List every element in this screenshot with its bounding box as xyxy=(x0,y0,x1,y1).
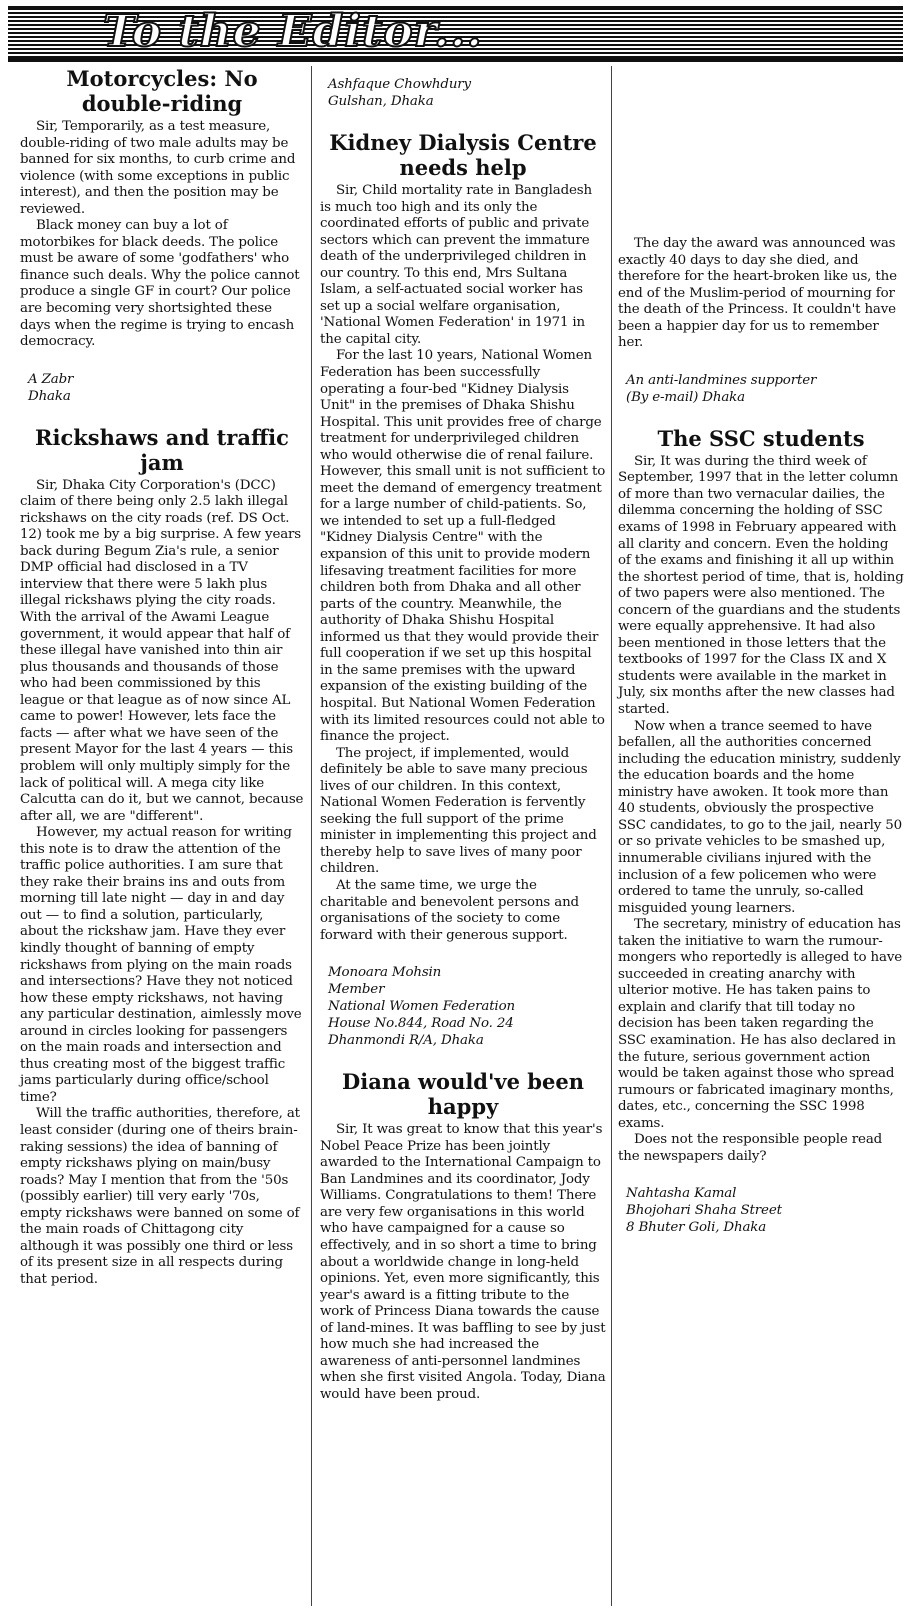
masthead-title: To the Editor... xyxy=(103,6,483,57)
paragraph: At the same time, we urge the charitable and benevolent persons and organisations of the society to come forward with their generous support. xyxy=(320,877,579,943)
paragraph: The project, if implemented, would definitely be able to save many precious lives of our children. In this context, National Women Federation is fervently seeking the full support of the prime minister in implementing this project and thereby help to save lives of many poor children. xyxy=(320,745,597,877)
headline: Kidney Dialysis Centre needs help xyxy=(329,130,597,180)
signature-location: 8 Bhuter Goli, Dhaka xyxy=(626,1220,767,1236)
column-divider xyxy=(311,66,312,1606)
paragraph: Sir, Child mortality rate in Bangladesh is much too high and its only the coordinated efforts of public and private sectors which can prevent the immature death of the underprivileged children in our country. To this end, Mrs Sultana Islam, a self-actuated social worker has set up a social welfare organisation, 'National Women Federation' in 1971 in the capital city. xyxy=(320,183,592,347)
paragraph: Sir, Dhaka City Corporation's (DCC) claim of there being only 2.5 lakh illegal rickshaws on the city roads (ref. DS Oct. 12) took me by a big surprise. A few years back during Begum Zia's rule, a senior DMP official had disclosed in a TV interview that there were 5 lakh plus illegal rickshaws plying the city roads. With the arrival of the Awami League government, it would appear that half of these illegal have vanished into thin air plus thousands and thousands of those who had been commissioned by this league or that league as of now since AL came to power! However, lets face the facts — after what we have seen of the present Mayor for the last 4 years — this problem will only multiply simply for the lack of political will. A mega city like Calcutta can do it, but we cannot, because after all, we are "different". xyxy=(20,477,304,824)
paragraph: The secretary, ministry of education has taken the initiative to warn the rumour-mongers who reportedly is alleged to have succeeded in creating anarchy with ulterior motive. He has taken pains to explain and clarify that till today no decision has been taken regarding the SSC examination. He has also declared in the future, serious government action would be taken against those who spread rumours or fabricated imaginary months, dates, etc., concerning the SSC 1998 exams. xyxy=(618,917,903,1131)
paragraph: Black money can buy a lot of motorbikes for black deeds. The police must be aware of some 'godfathers' who finance such deals. Why the police cannot produce a single GF in court? Our police are becoming very shortsighted these days when the regime is trying to encash democracy. xyxy=(20,218,300,350)
letter-diana xyxy=(320,1069,606,1403)
headline: Motorcycles: No double-riding xyxy=(66,66,258,116)
paragraph: However, my actual reason for writing this note is to draw the attention of the traffic police authorities. I am sure that they rake their brains ins and outs from morning till late night — day in and day out — to find a solution, particularly, about the rickshaw jam. Have they ever kindly thought of banning of empty rickshaws from plying on the main roads and intersections? Have they not noticed how these empty rickshaws, not having any particular destination, aimlessly move around in circles looking for passengers on the main roads and intersection and thus creating most of the biggest traffic jams particularly during office/school time? xyxy=(20,825,302,1105)
column-divider xyxy=(611,66,612,1606)
paragraph: Now when a trance seemed to have befallen, all the authorities concerned including the education ministry, suddenly the education boards and the home ministry have awoken. It took more than 40 students, obviously the prospective SSC candidates, to go to the jail, nearly 50 or so private vehicles to be smashed up, innumerable civilians injured with the inclusion of a few policemen who were ordered to tame the unruly, so-called misguided young learners. xyxy=(618,718,902,916)
masthead-rule xyxy=(8,60,903,62)
paragraph: Sir, It was during the third week of September, 1997 that in the letter column of more than two vernacular dailies, the dilemma concerning the holding of SSC exams of 1998 in February appeared with all clarity and concern. Even the holding of the exams and finishing it all up within the shortest period of time, that is, holding of two papers were also mentioned. The concern of the guardians and the students were equally apprehensive. It had also been mentioned in those letters that the textbooks of 1997 for the Class IX and X students were available in the market in July, six months after the new classes had started. xyxy=(618,453,904,718)
paragraph: Does not the responsible people read the newspapers daily? xyxy=(618,1132,883,1164)
headline: Diana would've been happy xyxy=(342,1069,584,1120)
letter-kidney-dialysis xyxy=(320,130,606,1049)
signature-address: House No.844, Road No. 24 xyxy=(328,1016,514,1032)
signature-location: Gulshan, Dhaka xyxy=(328,94,434,109)
signature-location: (By e-mail) Dhaka xyxy=(626,389,745,405)
paragraph: Sir, It was great to know that this year's Nobel Peace Prize has been jointly awarded to the International Campaign to Ban Landmines and its coordinator, Jody Williams. Congratulations to them! There are very few organisations in this world who have campaigned for a cause so effectively, and in so short a time to bring about a worldwide change in long-held opinions. Yet, even more significantly, this year's award is a fitting tribute to the work of Princess Diana towards the cause of land-mines. It was baffling to see by just how much she had increased the awareness of anti-personnel landmines when she first visited Angola. Today, Diana would have been proud. xyxy=(320,1122,606,1402)
letter-motorcycles xyxy=(20,66,304,405)
letter-rickshaws xyxy=(20,425,304,1289)
signature-location: Dhanmondi R/A, Dhaka xyxy=(328,1033,484,1049)
signature-name: Ashfaque Chowhdury xyxy=(328,77,471,92)
signature-address: Bhojohari Shaha Street xyxy=(626,1203,782,1219)
headline: Rickshaws and traffic jam xyxy=(35,424,289,475)
column-1 xyxy=(20,66,304,1288)
column-3 xyxy=(618,66,904,1256)
signature xyxy=(328,964,606,1049)
signature-location: Dhaka xyxy=(28,388,71,404)
signature-name: A Zabr xyxy=(28,371,74,387)
headline: The SSC students xyxy=(657,425,865,451)
signature-name: Nahtasha Kamal xyxy=(626,1186,737,1202)
masthead-banner xyxy=(8,6,903,60)
paragraph: Sir, Temporarily, as a test measure, double-riding of two male adults may be banned for six months, to curb crime and violence (with some exceptions in public interest), and then the position may be reviewed. xyxy=(20,119,296,217)
letter-ssc-students xyxy=(618,426,904,1237)
signature xyxy=(626,1185,904,1236)
signature xyxy=(626,372,904,406)
signature-name: An anti-landmines supporter xyxy=(626,372,817,388)
signature xyxy=(28,371,304,405)
signature-title: Member xyxy=(328,982,385,998)
column-2 xyxy=(320,66,606,1403)
paragraph: For the last 10 years, National Women Federation has been successfully operating a four-bed "Kidney Dialysis Unit" in the premises of Dhaka Shishu Hospital. This unit provides free of charge treatment for underprivileged children who would otherwise die of renal failure. However, this small unit is not sufficient to meet the demand of emergency treatment for a large number of child-patients. So, we intended to set up a full-fledged "Kidney Dialysis Centre" with the expansion of this unit to provide modern lifesaving treatment facilities for more children both from Dhaka and all other parts of the country. Meanwhile, the authority of Dhaka Shishu Hospital informed us that they would provide their full cooperation if we set up this hospital in the same premises with the upward expansion of the existing building of the hospital. But National Women Federation with its limited resources could not able to finance the project. xyxy=(320,348,606,745)
signature-name: Monoara Mohsin xyxy=(328,965,442,981)
paragraph: The day the award was announced was exactly 40 days to day she died, and therefore for the heart-broken like us, the end of the Muslim-period of mourning for the death of the Princess. It couldn't have been a happier day for us to remember her. xyxy=(618,236,897,351)
paragraph: Will the traffic authorities, therefore, at least consider (during one of theirs brain-raking sessions) the idea of banning of empty rickshaws plying on main/busy roads? May I mention that from the '50s (possibly earlier) till very early '70s, empty rickshaws were banned on some of the main roads of Chittagong city although it was possibly one third or less of its present size in all respects during that period. xyxy=(20,1106,300,1287)
signature xyxy=(328,76,606,110)
signature-organisation: National Women Federation xyxy=(328,999,515,1015)
